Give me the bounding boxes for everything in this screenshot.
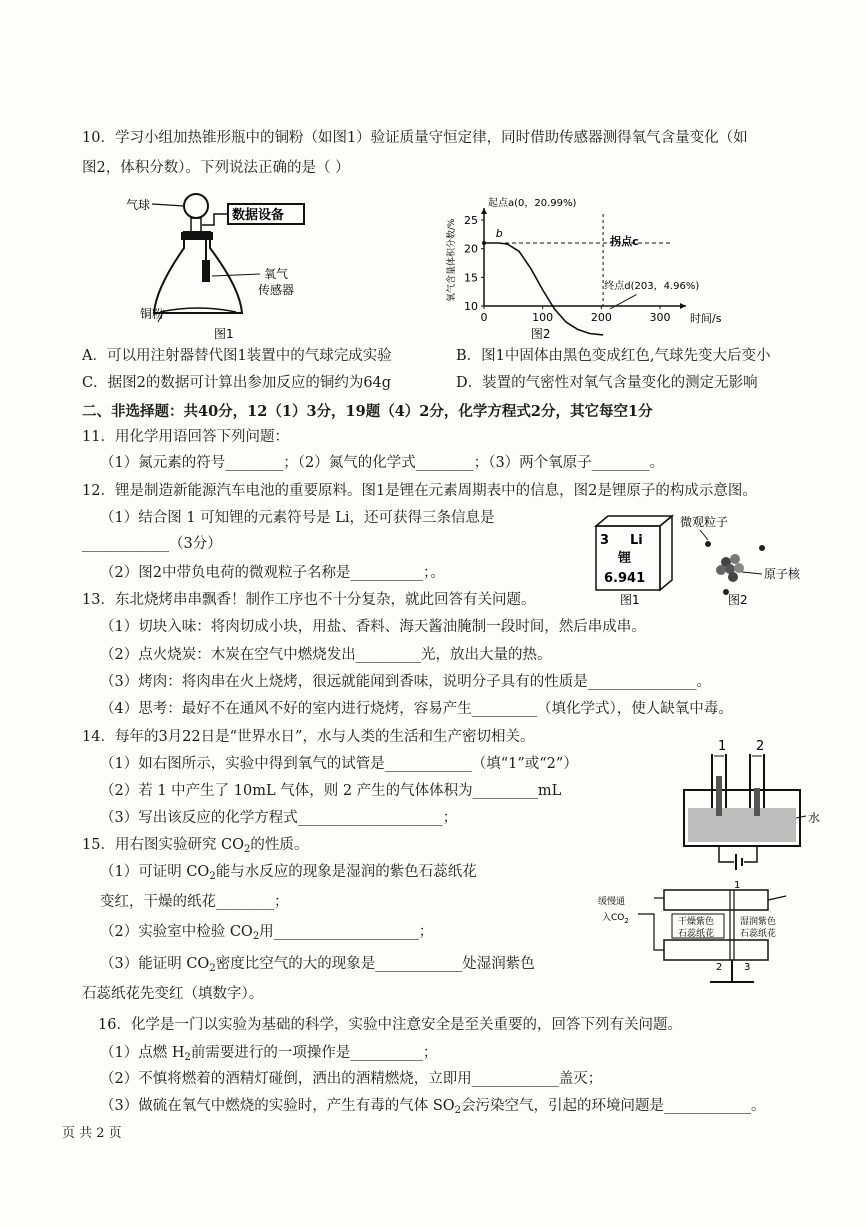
sensor-label-1: 氧气 [264, 267, 289, 281]
position-1-label: 1 [734, 880, 741, 891]
svg-text:入CO2: 入$CO_2$ [602, 913, 629, 925]
q13-part2: （2）点火烧炭：木炭在空气中燃烧发出_________光，放出大量的热。 [100, 647, 552, 663]
element-symbol: Li [630, 533, 643, 548]
inlet-label-1: 缓慢通 [598, 897, 626, 907]
q10-option-c: C．据图2的数据可计算出参加反应的铜约为64g [82, 375, 392, 391]
q16-stem: 16．化学是一门以实验为基础的科学，实验中注意安全是至关重要的，回答下列有关问题。 [98, 1017, 682, 1033]
section2-heading: 二、非选择题：共40分，12（1）3分，19题（4）2分，化学方程式2分，其它每空1分 [82, 403, 653, 420]
dry-flower-label-1: 干燥紫色 [678, 917, 715, 927]
x-axis-arrow [680, 303, 686, 309]
q10-stem-line1: 10．学习小组加热锥形瓶中的铜粉（如图1）验证质量守恒定律，同时借助传感器测得氧气含量变化（如 [82, 130, 748, 146]
x-axis-label: 时间/s [690, 312, 722, 325]
position-2-label: 2 [716, 962, 723, 973]
figure2-caption: 图2 [530, 327, 551, 341]
q14-part1: （1）如右图所示，实验中得到氧气的试管是____________（填“1”或“2”） [100, 756, 578, 772]
x-tick-label: 0 [480, 311, 488, 324]
q14-part3: （3）写出该反应的化学方程式____________________； [100, 810, 458, 826]
q15-part1-cont: 变红，干燥的纸花________； [100, 894, 289, 910]
q15-part3: （3）能证明 $CO_2$密度比空气的大的现象是____________处湿润紫色 [100, 956, 535, 974]
y-axis-label: 氧气含量体积分数/% [447, 218, 457, 302]
water-label: 水 [808, 811, 821, 825]
balloon-label: 气球 [126, 198, 151, 212]
nucleus-label: 原子核 [764, 567, 801, 581]
q12-fig1-caption: 图1 [620, 593, 640, 607]
q12-part2: （2）图2中带负电荷的微观粒子名称是__________；。 [100, 565, 445, 581]
b-label: b [495, 227, 503, 241]
q12-figures [590, 508, 840, 610]
q10-option-b: B．图1中固体由黑色变成红色,气球先变大后变小 [456, 348, 771, 364]
y-tick-label: 20 [464, 242, 478, 256]
q16-part3: （3）做硫在氧气中燃烧的实验时，产生有毒的气体 $SO_2$会污染空气，引起的环境问题是____________。 [100, 1098, 766, 1116]
dry-flower-label-2: 石蕊纸花 [678, 929, 715, 939]
q11-line1: （1）氮元素的符号________；（2）氮气的化学式________；（3）两个氧原子________。 [100, 455, 665, 471]
q15-part1: （1）可证明 $CO_2$能与水反应的现象是湿润的紫色石蕊纸花 [100, 864, 477, 882]
q12-stem: 12．锂是制造新能源汽车电池的重要原料。图1是锂在元素周期表中的信息，图2是锂原子的构成示意图。 [82, 483, 757, 499]
start-annotation: 起点a(0，20.99%) [488, 198, 577, 209]
figure1-caption: 图1 [214, 327, 234, 341]
q10-figure1-apparatus [118, 188, 318, 340]
sensor-label-2: 传感器 [258, 283, 295, 297]
q15-stem: 15．用右图实验研究 $CO_2$的性质。 [82, 837, 309, 855]
q11-stem: 11．用化学用语回答下列问题： [82, 429, 289, 445]
q14-stem: 14．每年的3月22日是“世界水日”，水与人类的生活和生产密切相关。 [82, 729, 535, 745]
q10-stem-line2: 图2，体积分数）。下列说法正确的是（ ） [82, 160, 350, 176]
q16-part2: （2）不慎将燃着的酒精灯碰倒，洒出的酒精燃烧，立即用____________盖灭； [100, 1071, 603, 1087]
start-point [482, 241, 486, 245]
q13-part3: （3）烤肉：将肉串在火上烧烤，很远就能闻到香味，说明分子具有的性质是_______________。 [100, 674, 711, 690]
data-device-label: 数据设备 [232, 208, 285, 223]
x-tick-label: 300 [649, 311, 671, 324]
q12-part1: （1）结合图 1 可知锂的元素符号是 Li，还可获得三条信息是 [100, 510, 495, 526]
y-tick-label: 25 [464, 214, 478, 227]
end-annotation: 终点d(203，4.96%) [604, 280, 700, 292]
y-axis-arrow [481, 208, 487, 214]
q13-part4: （4）思考：最好不在通风不好的室内进行烧烤，容易产生_________（填化学式），使人缺氧中毒。 [100, 701, 733, 717]
q15-part2: （2）实验室中检验 $CO_2$用____________________； [100, 924, 434, 942]
page-footer: 页 共 2 页 [62, 1126, 122, 1141]
q14-electrolysis-figure [672, 736, 842, 872]
element-name: 锂 [618, 551, 632, 566]
position-3-label: 3 [744, 962, 751, 973]
q16-part1: （1）点燃 $H_2$前需要进行的一项操作是__________； [100, 1045, 438, 1063]
q10-option-a: A．可以用注射器替代图1装置中的气球完成实验 [82, 348, 392, 364]
element-number: 3 [600, 533, 610, 548]
q10-figure2-chart [438, 196, 722, 341]
q13-stem: 13．东北烧烤串串飘香！制作工序也不十分复杂，就此回答有关问题。 [82, 592, 536, 608]
q15-part3-cont: 石蕊纸花先变红（填数字）。 [82, 986, 264, 1002]
x-tick-label: 200 [590, 311, 612, 324]
copper-label: 铜粉 [140, 307, 165, 321]
particle-label: 微观粒子 [680, 515, 729, 529]
wet-flower-label-2: 石蕊纸花 [740, 929, 777, 939]
y-tick-label: 15 [464, 271, 478, 285]
wet-flower-label-1: 湿润紫色 [740, 917, 777, 927]
x-tick-label: 100 [532, 311, 554, 324]
q12-fig2-caption: 图2 [728, 593, 748, 607]
q12-part1-blank: ____________（3分） [82, 536, 222, 552]
q13-part1: （1）切块入味：将肉切成小块，用盐、香料、海天酱油腌制一段时间，然后串成串。 [100, 619, 646, 635]
y-tick-label: 10 [464, 300, 478, 313]
element-mass: 6.941 [604, 571, 646, 586]
q10-option-d: D．装置的气密性对氧气含量变化的测定无影响 [456, 375, 758, 391]
inflection-annotation: 拐点c [610, 235, 639, 249]
inlet-label-2: 入CO [602, 913, 625, 923]
tube1-label: 1 [718, 739, 727, 754]
q14-part2: （2）若 1 中产生了 10mL 气体，则 2 产生的气体体积为_________mL [100, 783, 562, 799]
tube2-label: 2 [756, 739, 765, 754]
q15-co2-figure [598, 878, 798, 988]
